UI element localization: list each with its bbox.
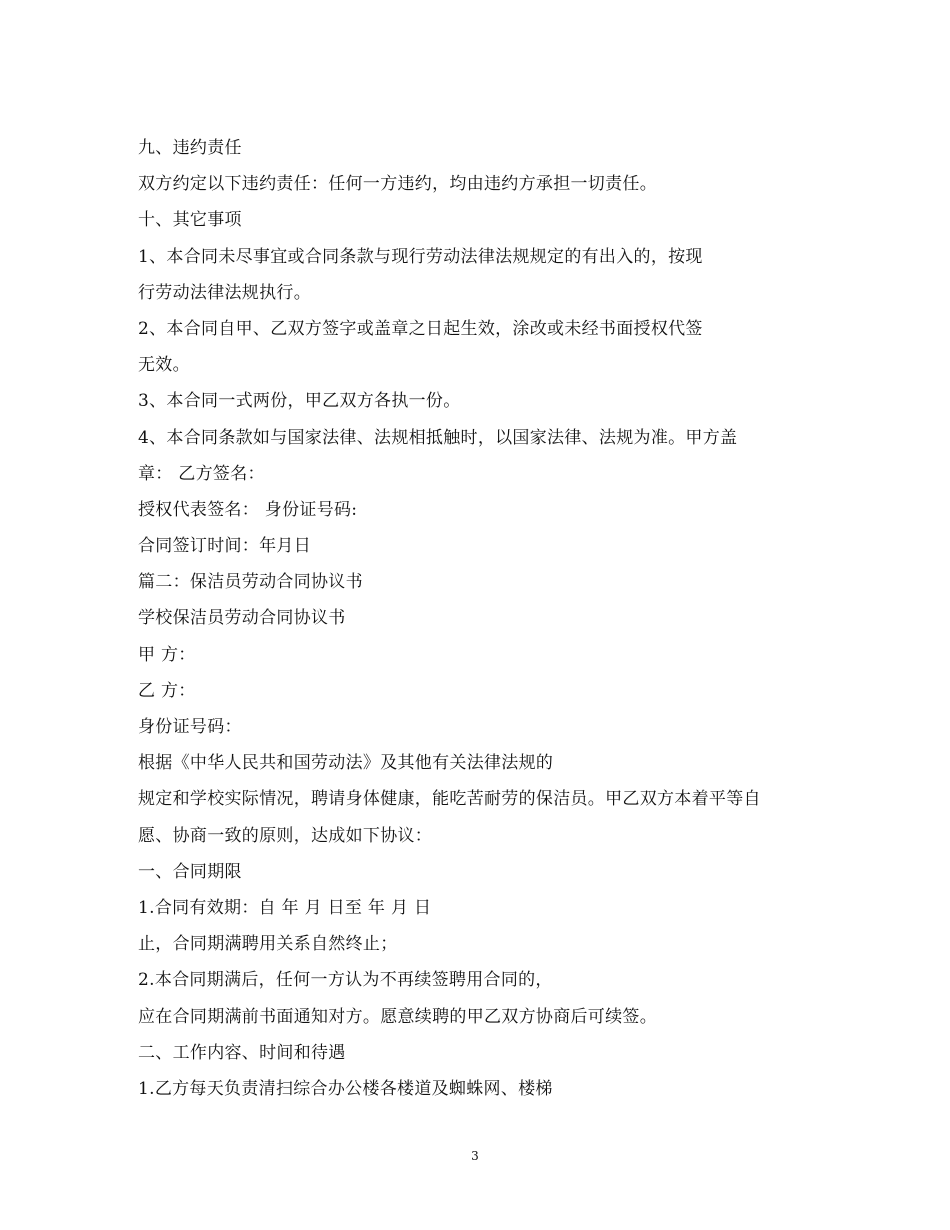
section-heading-work: 二、工作内容、时间和待遇 [138,1042,346,1063]
section-heading-breach: 九、违约责任 [138,138,242,158]
paragraph-line: 2.本合同期满后，任何一方认为不再续签聘用合同的， [138,970,553,991]
page-number: 3 [471,1149,479,1163]
paragraph-line: 止，合同期满聘用关系自然终止； [138,934,398,955]
paragraph-line: 愿、协商一致的原则，达成如下协议： [138,825,433,846]
paragraph-line: 1.合同有效期：自 年 月 日至 年 月 日 [138,897,432,918]
paragraph-line: 1、本合同未尽事宜或合同条款与现行劳动法律法规规定的有出入的，按现 [138,246,703,267]
document-body [138,130,828,1107]
paragraph-line: 2、本合同自甲、乙双方签字或盖章之日起生效，涂改或未经书面授权代签 [138,318,703,339]
paragraph-line: 无效。 [138,355,190,376]
paragraph-line: 根据《中华人民共和国劳动法》及其他有关法律法规的 [138,753,554,774]
party-a-field: 甲 方： [138,644,196,665]
party-b-field: 乙 方： [138,680,196,701]
paragraph-line: 规定和学校实际情况，聘请身体健康，能吃苦耐劳的保洁员。甲乙双方本着平等自 [138,789,761,810]
paragraph-line: 1.乙方每天负责清扫综合办公楼各楼道及蜘蛛网、楼梯 [138,1078,553,1099]
paragraph-line: 3、本合同一式两份，甲乙双方各执一份。 [138,391,461,412]
signature-line: 授权代表签名： 身份证号码: [138,499,358,520]
section-heading-other: 十、其它事项 [138,210,242,231]
signature-line: 章： 乙方签名： [138,463,265,484]
contract-title: 学校保洁员劳动合同协议书 [138,608,346,629]
id-number-field: 身份证号码： [138,717,242,737]
paragraph-line: 行劳动法律法规执行。 [138,282,311,303]
paragraph-line: 应在合同期满前书面通知对方。愿意续聘的甲乙双方协商后可续签。 [138,1006,657,1027]
paragraph-line: 双方约定以下违约责任：任何一方违约，均由违约方承担一切责任。 [138,174,657,195]
section-heading-term: 一、合同期限 [138,861,242,882]
chapter-title: 篇二：保洁员劳动合同协议书 [138,572,363,593]
paragraph-line: 4、本合同条款如与国家法律、法规相抵触时，以国家法律、法规为准。甲方盖 [138,427,738,448]
signing-date-line: 合同签订时间：年月日 [138,536,311,557]
